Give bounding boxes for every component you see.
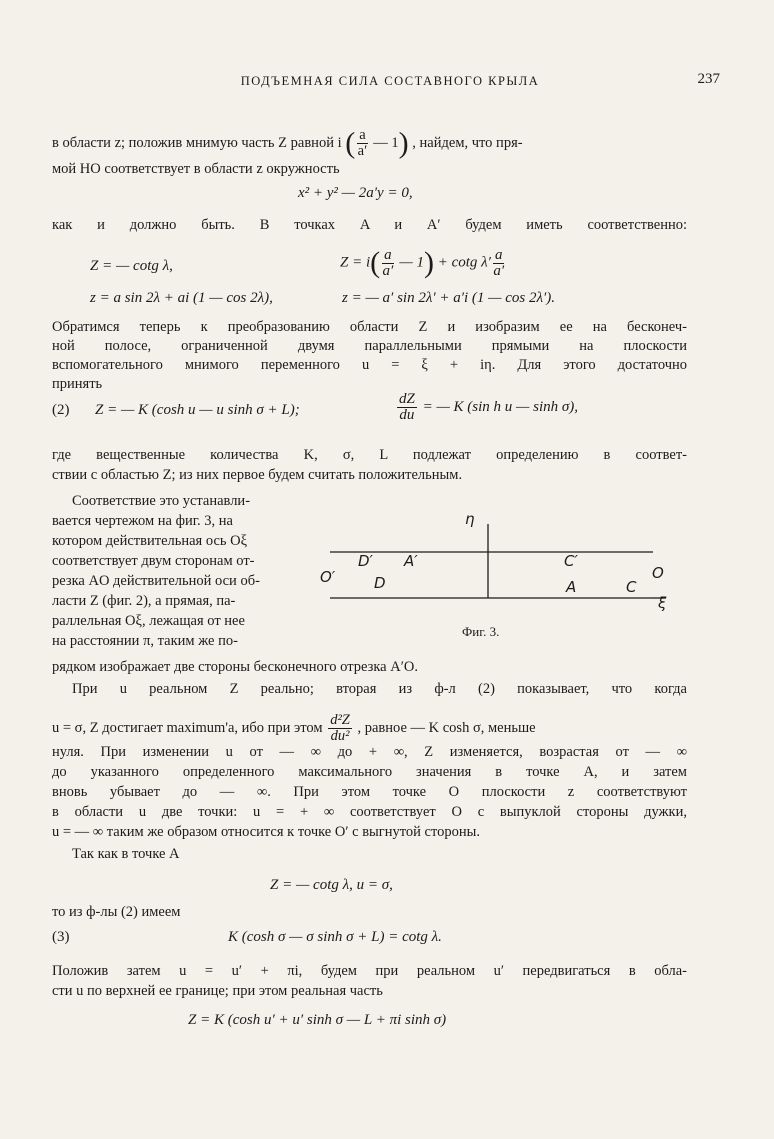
equation-z-A: z = a sin 2λ + ai (1 — cos 2λ), bbox=[90, 290, 273, 306]
text-line-4: Обратимся теперь к преобразованию области Z и изобразим ее на бесконеч- bbox=[52, 319, 687, 335]
text-line-3: как и должно быть. В точках A и A′ будем иметь соответственно: bbox=[52, 217, 687, 233]
equation-point-A: Z = — cotg λ, bbox=[90, 258, 173, 274]
text-line-12: u = σ, Z достигает maximum'а, ибо при этом $\frac{\text{d²Z}}{\text{du²}}$ , равное — K cosh σ, меньше bbox=[52, 712, 536, 744]
equation-number-2: (2) bbox=[52, 402, 70, 418]
label-D: D bbox=[374, 574, 386, 592]
equation-z-A-prime: z = — a′ sin 2λ′ + a′i (1 — cos 2λ′). bbox=[342, 290, 556, 306]
text-line-14: до указанного определенного максимального значения в точке A, и затем bbox=[52, 764, 687, 780]
text-line-2: мой НО соответствует в области z окружность bbox=[52, 161, 340, 177]
equation-4: Z = K (cosh u′ + u′ sinh σ — L + πi sinh σ) bbox=[188, 1012, 447, 1028]
equation-2-left: Z = — K (cosh u — u sinh σ + L); bbox=[95, 402, 300, 418]
page-number: 237 bbox=[697, 71, 720, 87]
text-line-7: принять bbox=[52, 376, 103, 392]
label-xi: ξ bbox=[658, 594, 667, 612]
equation-number-3: (3) bbox=[52, 929, 70, 945]
equation-at-A: Z = — cotg λ, u = σ, bbox=[270, 877, 393, 893]
figure-3 bbox=[318, 502, 683, 642]
figure-caption: Фиг. 3. bbox=[462, 624, 500, 639]
narrow-line-3: котором действительная ось Oξ bbox=[52, 533, 248, 549]
narrow-line-6: ласти Z (фиг. 2), а прямая, па- bbox=[52, 593, 236, 609]
text-fragment: в области z; положив мнимую часть Z равной i bbox=[52, 134, 342, 151]
text-line-5: ной полосе, ограниченной двумя параллельными прямыми на плоскости bbox=[52, 338, 687, 354]
label-A: A bbox=[566, 578, 577, 596]
label-O-prime: O′ bbox=[320, 568, 336, 586]
text-line-20: Положив затем u = u′ + πi, будем при реальном u′ передвигаться в обла- bbox=[52, 963, 687, 979]
text-line-21: сти u по верхней ее границе; при этом реальная часть bbox=[52, 983, 383, 999]
equation-point-A-prime: Z = i( $\frac{a}{a'}$ — 1) + cotg λ′ $\frac{a}{a'}$ bbox=[340, 246, 505, 279]
label-C: C bbox=[626, 578, 637, 596]
text-line-6: вспомогательного мнимого переменного u = ξ + iη. Для этого достаточно bbox=[52, 357, 687, 373]
text-line-18: Так как в точке A bbox=[72, 846, 180, 862]
text-line-17: u = — ∞ таким же образом относится к точке O′ с выгнутой стороны. bbox=[52, 824, 480, 840]
text-line-1: в области z; положив мнимую часть Z равной i ( $\frac{a}{a'}$ — 1) , найдем, что пря- bbox=[52, 126, 523, 160]
equation-3: K (cosh σ — σ sinh σ + L) = cotg λ. bbox=[228, 929, 442, 945]
text-fragment: , найдем, что пря- bbox=[412, 134, 523, 151]
narrow-line-8: на расстоянии π, таким же по- bbox=[52, 633, 238, 649]
text-line-19: то из ф-лы (2) имеем bbox=[52, 904, 181, 920]
text-line-15: вновь убывает до — ∞. При этом точке O плоскости z соответствуют bbox=[52, 784, 687, 800]
label-D-prime: D′ bbox=[358, 552, 373, 570]
text-line-11: При u реальном Z реально; вторая из ф-л (2) показывает, что когда bbox=[72, 681, 687, 697]
text-line-8: где вещественные количества K, σ, L подлежат определению в соответ- bbox=[52, 447, 687, 463]
label-A-prime: A′ bbox=[404, 552, 418, 570]
narrow-line-5: резка AO действительной оси об- bbox=[52, 573, 260, 589]
text-line-16: в области u две точки: u = + ∞ соответствует O с выпуклой стороны дужки, bbox=[52, 804, 687, 820]
page-header bbox=[60, 71, 720, 94]
label-C-prime: C′ bbox=[564, 552, 578, 570]
equation-2-right: $\frac{dZ}{du}$ = — K (sin h u — sinh σ), bbox=[399, 391, 579, 423]
text-line-9: ствии с областью Z; из них первое будем считать положительным. bbox=[52, 467, 463, 483]
label-eta: η bbox=[465, 510, 475, 528]
label-O: O bbox=[652, 564, 664, 582]
text-line-13: нуля. При изменении u от — ∞ до + ∞, Z изменяется, возрастая от — ∞ bbox=[52, 744, 687, 760]
narrow-line-2: вается чертежом на фиг. 3, на bbox=[52, 513, 233, 529]
narrow-line-1: Соответствие это устанавли- bbox=[72, 493, 251, 509]
narrow-line-7: раллельная Oξ, лежащая от нее bbox=[52, 613, 245, 629]
fraction-a-over-a-prime: $\frac{a}{a'}$ bbox=[357, 127, 368, 159]
narrow-line-4: соответствует двум сторонам от- bbox=[52, 553, 255, 569]
text-fragment: — 1 bbox=[373, 134, 399, 151]
equation-circle: x² + y² — 2a′y = 0, bbox=[298, 185, 413, 201]
running-title: ПОДЪЕМНАЯ СИЛА СОСТАВНОГО КРЫЛА bbox=[240, 74, 540, 88]
text-line-10: рядком изображает две стороны бесконечного отрезка A′O. bbox=[52, 659, 418, 675]
